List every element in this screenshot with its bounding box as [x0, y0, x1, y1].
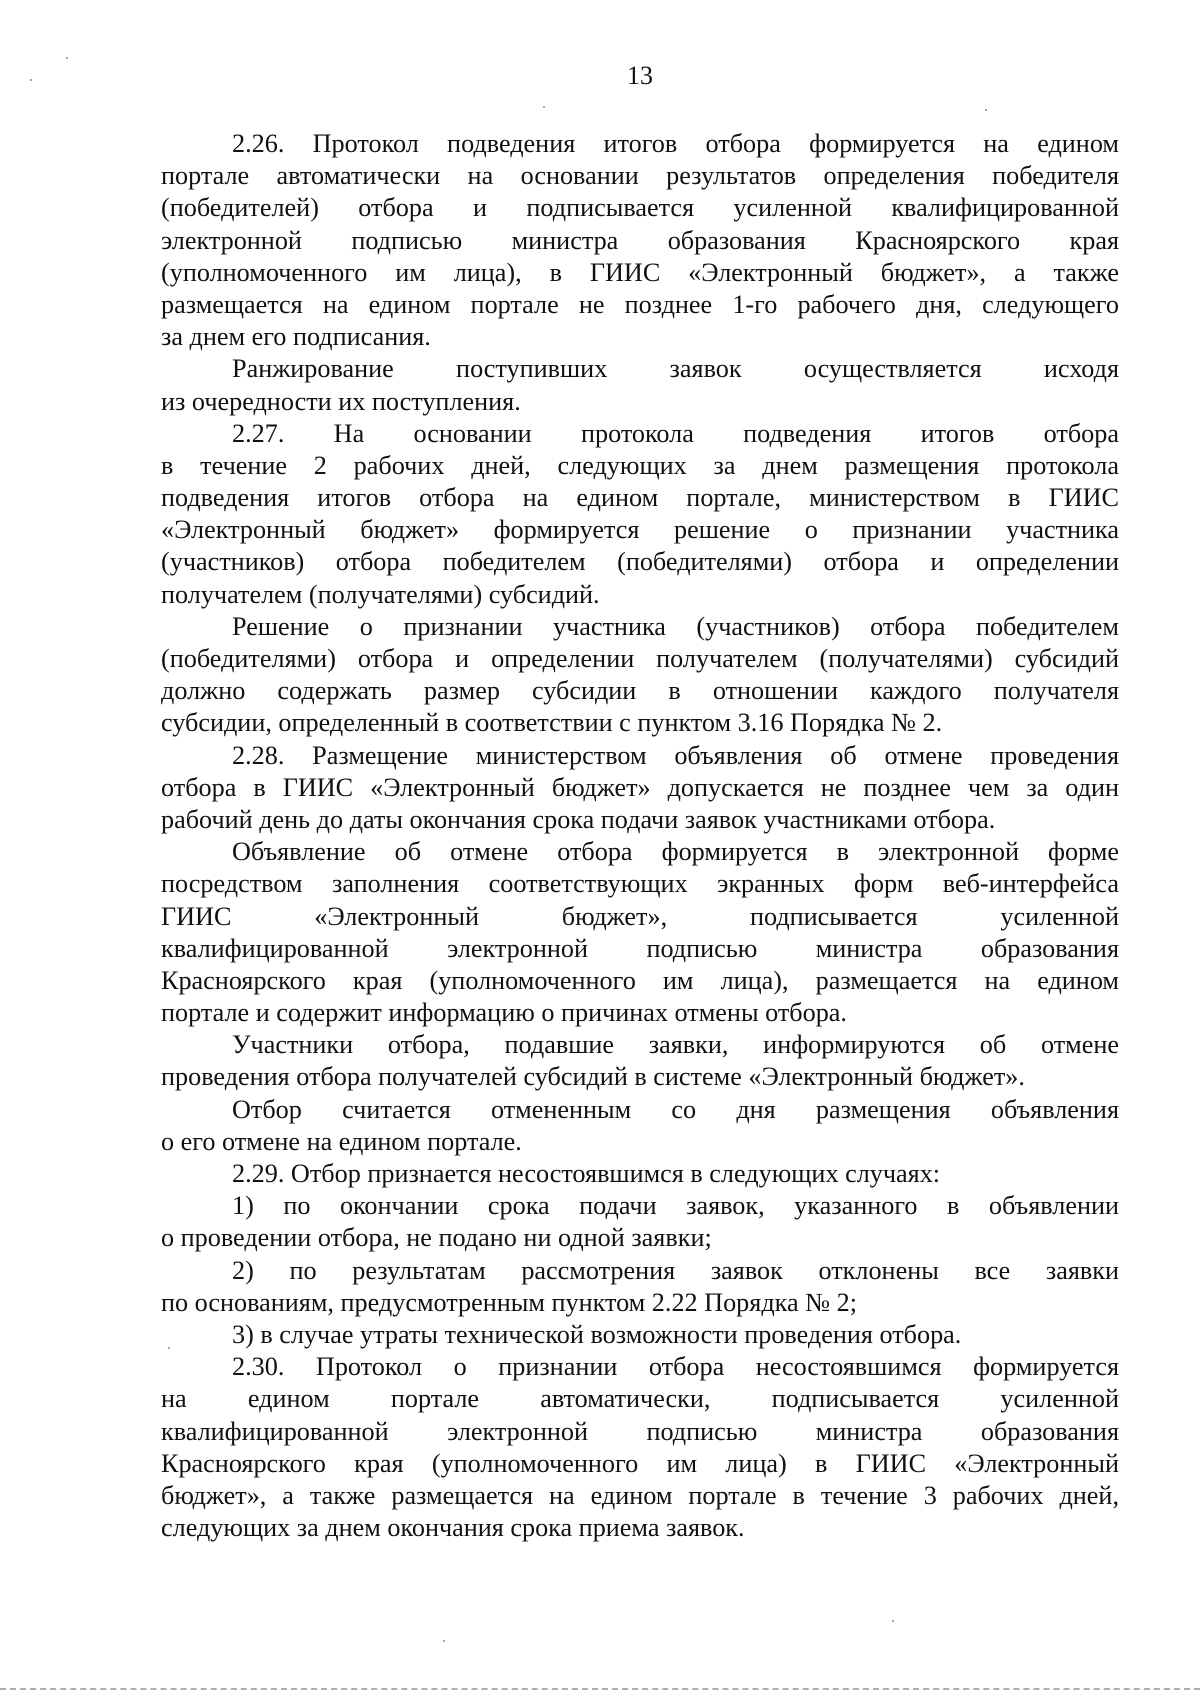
- text-line: 2.27. На основании протокола подведения итогов отбора: [232, 418, 1119, 448]
- text-line: из очередности их поступления.: [161, 386, 521, 416]
- text-line: 2.30. Протокол о признании отбора несостоявшимся формируется: [232, 1352, 1119, 1382]
- scan-speck: [66, 57, 68, 59]
- text-line: получателем (получателями) субсидий.: [161, 579, 600, 609]
- scan-speck: [30, 79, 32, 81]
- scan-speck: [443, 1640, 445, 1642]
- text-line: должно содержать размер субсидии в отношении каждого получателя: [161, 676, 1119, 706]
- text-line: 2.26. Протокол подведения итогов отбора формируется на едином: [232, 129, 1119, 158]
- text-line: следующих за днем окончания срока приема заявок.: [161, 1513, 745, 1543]
- text-line: за днем его подписания.: [161, 322, 431, 352]
- text-line: квалифицированной электронной подписью министра образования: [161, 933, 1119, 963]
- text-line: 2.28. Размещение министерством объявления об отмене проведения: [232, 740, 1119, 770]
- text-line: 2.29. Отбор признается несостоявшимся в следующих случаях:: [232, 1159, 941, 1188]
- text-line: посредством заполнения соответствующих экранных форм веб-интерфейса: [161, 869, 1119, 899]
- text-line: квалифицированной электронной подписью министра образования: [161, 1416, 1119, 1446]
- text-line: бюджет», а также размещается на едином портале в течение 3 рабочих дней,: [161, 1480, 1119, 1510]
- text-line: в течение 2 рабочих дней, следующих за днем размещения протокола: [161, 450, 1119, 480]
- text-line: рабочий день до даты окончания срока подачи заявок участниками отбора.: [161, 804, 996, 834]
- text-line: Объявление об отмене отбора формируется в электронной форме: [232, 837, 1119, 867]
- text-line: проведения отбора получателей субсидий в системе «Электронный бюджет».: [161, 1062, 1025, 1092]
- text-line: 3) в случае утраты технической возможности проведения отбора.: [232, 1319, 962, 1349]
- scan-speck: [168, 1347, 170, 1349]
- text-line: подведения итогов отбора на едином портале, министерством в ГИИС: [161, 483, 1119, 513]
- text-line: портале автоматически на основании результатов определения победителя: [161, 161, 1119, 191]
- scan-speck: [892, 1620, 894, 1622]
- text-line: по основаниям, предусмотренным пунктом 2.22 Порядка № 2;: [161, 1287, 858, 1317]
- text-line: электронной подписью министра образования Красноярского края: [161, 225, 1119, 255]
- text-line: Красноярского края (уполномоченного им лица) в ГИИС «Электронный: [161, 1448, 1119, 1478]
- text-line: (победителями) отбора и определении получателем (получателями) субсидий: [161, 644, 1119, 673]
- text-line: «Электронный бюджет» формируется решение о признании участника: [161, 515, 1119, 545]
- text-line: ГИИС «Электронный бюджет», подписывается усиленной: [161, 901, 1119, 931]
- text-line: портале и содержит информацию о причинах отмены отбора.: [161, 998, 847, 1028]
- text-line: Решение о признании участника (участников) отбора победителем: [232, 611, 1119, 641]
- text-line: 1) по окончании срока подачи заявок, указанного в объявлении: [232, 1191, 1119, 1221]
- text-line: размещается на едином портале не позднее 1-го рабочего дня, следующего: [161, 289, 1119, 319]
- text-line: субсидии, определенный в соответствии с пунктом 3.16 Порядка № 2.: [161, 708, 943, 738]
- scan-edge-line: [0, 1688, 1200, 1690]
- scan-speck: [985, 109, 987, 111]
- text-line: (победителей) отбора и подписывается усиленной квалифицированной: [161, 193, 1119, 223]
- document-body: [161, 128, 1119, 1544]
- page-number: 13: [627, 61, 653, 90]
- text-line: (участников) отбора победителем (победителями) отбора и определении: [161, 547, 1119, 577]
- text-line: 2) по результатам рассмотрения заявок отклонены все заявки: [232, 1255, 1119, 1285]
- text-line: (уполномоченного им лица), в ГИИС «Электронный бюджет», а также: [161, 257, 1119, 287]
- text-line: Отбор считается отмененным со дня размещения объявления: [232, 1094, 1119, 1124]
- text-line: Ранжирование поступивших заявок осуществляется исходя: [232, 354, 1119, 384]
- text-line: на едином портале автоматически, подписывается усиленной: [161, 1384, 1119, 1414]
- text-line: Красноярского края (уполномоченного им лица), размещается на едином: [161, 965, 1119, 995]
- text-line: о его отмене на едином портале.: [161, 1126, 522, 1156]
- text-line: о проведении отбора, не подано ни одной заявки;: [161, 1223, 712, 1253]
- scan-speck: [543, 106, 545, 108]
- text-line: Участники отбора, подавшие заявки, информируются об отмене: [232, 1030, 1119, 1060]
- text-line: отбора в ГИИС «Электронный бюджет» допускается не позднее чем за один: [161, 772, 1119, 802]
